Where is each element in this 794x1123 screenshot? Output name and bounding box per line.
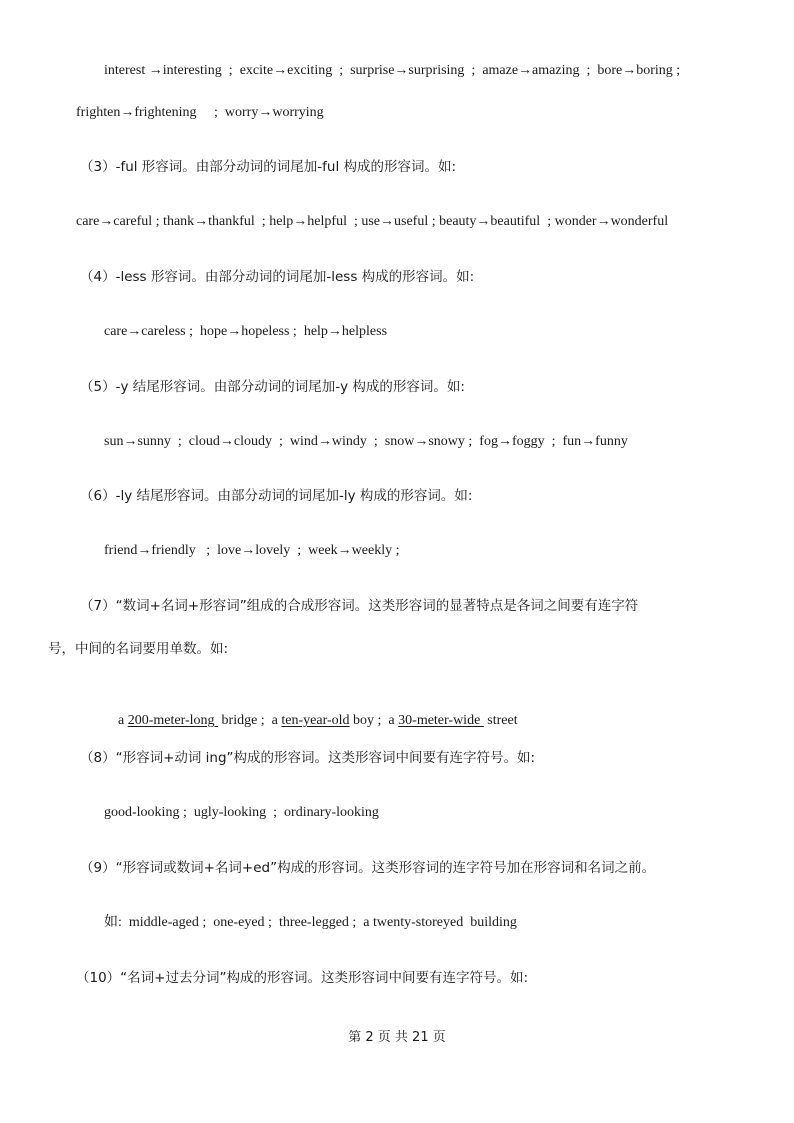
example-line-ful: care→careful ; thank→thankful ; help→helpful ; use→useful ; beauty→beautiful ; wonder→wonderful xyxy=(76,214,669,229)
rule-6-heading: （6）-ly 结尾形容词。由部分动词的词尾加-ly 构成的形容词。如: xyxy=(80,488,473,504)
example-line-compound xyxy=(104,694,518,748)
example-line-ing-adjectives: interest →interesting ; excite→exciting ; surprise→surprising ; amaze→amazing ; bore→boring ; xyxy=(104,63,681,78)
example-line-ly: friend→friendly ; love→lovely ; week→weekly ; xyxy=(104,543,400,558)
text-fragment: boy ; a xyxy=(349,713,399,728)
example-line-looking: good-looking ; ugly-looking ; ordinary-looking xyxy=(104,805,379,820)
example-line-ed: 如: middle-aged ; one-eyed ; three-legged ; a twenty-storeyed building xyxy=(104,915,517,930)
rule-3-heading: （3）-ful 形容词。由部分动词的词尾加-ful 构成的形容词。如: xyxy=(80,159,457,175)
rule-7-heading-cont: 号，中间的名词要用单数。如: xyxy=(48,641,229,657)
underlined-term: ten-year-old xyxy=(281,713,350,728)
rule-9-heading: （9）“形容词或数词+名词+ed”构成的形容词。这类形容词的连字符号加在形容词和名词之前。 xyxy=(80,860,656,876)
underlined-term: 30-meter-wide xyxy=(398,713,484,728)
rule-4-heading: （4）-less 形容词。由部分动词的词尾加-less 构成的形容词。如: xyxy=(80,269,475,285)
rule-5-heading: （5）-y 结尾形容词。由部分动词的词尾加-y 构成的形容词。如: xyxy=(80,379,465,395)
rule-10-heading: （10）“名词+过去分词”构成的形容词。这类形容词中间要有连字符号。如: xyxy=(76,970,529,986)
example-line-ing-adjectives-cont: frighten→frightening ; worry→worrying xyxy=(76,105,324,120)
rule-7-heading: （7）“数词+名词+形容词”组成的合成形容词。这类形容词的显著特点是各词之间要有连字符 xyxy=(80,598,639,614)
rule-8-heading: （8）“形容词+动词 ing”构成的形容词。这类形容词中间要有连字符号。如: xyxy=(80,750,536,766)
text-fragment: a xyxy=(118,713,128,728)
text-fragment: street xyxy=(483,713,518,728)
underlined-term: 200-meter-long xyxy=(127,713,219,728)
page-footer: 第 2 页 共 21 页 xyxy=(348,1030,446,1045)
example-line-less: care→careless ; hope→hopeless ; help→helpless xyxy=(104,324,388,339)
example-line-y: sun→sunny ; cloud→cloudy ; wind→windy ; snow→snowy ; fog→foggy ; fun→funny xyxy=(104,434,628,449)
text-fragment: bridge ; a xyxy=(218,713,282,728)
